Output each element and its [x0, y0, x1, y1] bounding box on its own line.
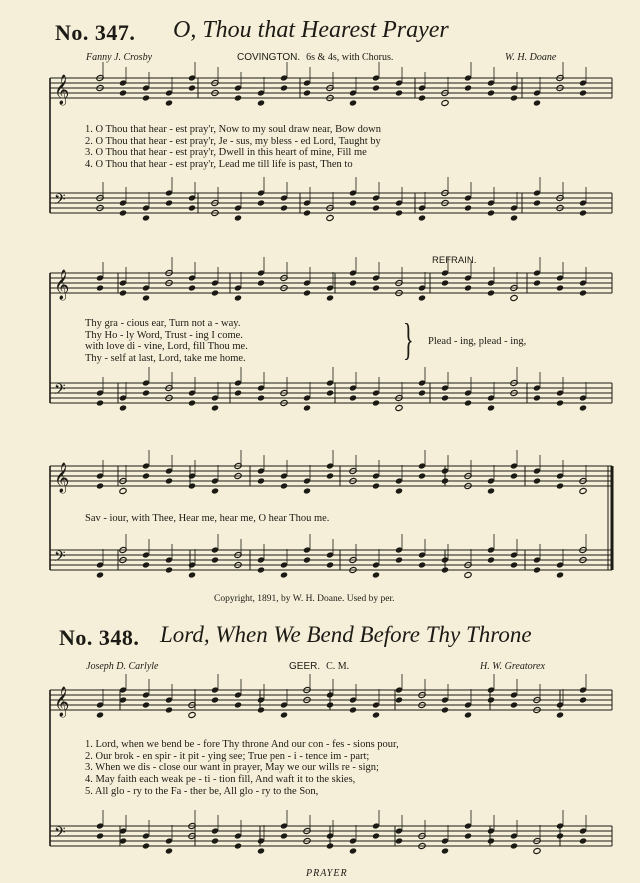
note-head — [303, 289, 311, 296]
note-head — [234, 701, 242, 708]
note-head — [96, 571, 104, 578]
note-head — [372, 482, 380, 489]
note-head — [303, 404, 311, 411]
note-head — [119, 404, 127, 411]
note-head — [96, 711, 104, 718]
note-head — [579, 404, 587, 411]
note-head — [464, 399, 472, 406]
note-head — [556, 284, 564, 291]
note-head — [510, 94, 518, 101]
note-head — [326, 389, 334, 396]
verse-line: Thy gra - cious ear, Turn not a - way. — [85, 318, 241, 329]
note-head — [372, 399, 380, 406]
note-head — [464, 284, 472, 291]
note-head — [142, 389, 150, 396]
note-head — [234, 294, 242, 301]
note-head — [418, 94, 426, 101]
note-head — [349, 847, 357, 854]
note-head — [441, 394, 449, 401]
note-head — [418, 472, 426, 479]
hymn-347-composer: W. H. Doane — [505, 52, 557, 63]
note-head — [211, 404, 219, 411]
note-head — [372, 571, 380, 578]
note-head — [280, 84, 288, 91]
note-head — [487, 487, 495, 494]
note-head — [257, 477, 265, 484]
note-head — [533, 99, 541, 106]
note-head — [349, 199, 357, 206]
note-head — [533, 279, 541, 286]
note-head — [487, 209, 495, 216]
note-head — [119, 209, 127, 216]
note-head — [556, 399, 564, 406]
verse-line: 1. Lord, when we bend be - fore Thy throne And our con - fes - sions pour, — [85, 739, 399, 750]
hymn-347-verses-2 — [85, 318, 248, 365]
note-head — [257, 99, 265, 106]
clef-glyph: 𝄢 — [54, 381, 66, 402]
note-head — [395, 696, 403, 703]
note-head — [234, 389, 242, 396]
note-head — [487, 556, 495, 563]
note-head — [257, 847, 265, 854]
note-head — [510, 842, 518, 849]
note-head — [119, 89, 127, 96]
note-head — [533, 566, 541, 573]
note-head — [372, 832, 380, 839]
note-head — [579, 209, 587, 216]
note-head — [349, 99, 357, 106]
note-head — [395, 837, 403, 844]
hymn-347-title: O, Thou that Hearest Prayer — [173, 17, 449, 43]
note-head — [464, 204, 472, 211]
note-head — [142, 214, 150, 221]
note-head — [119, 289, 127, 296]
verse-line: 3. When we dis - close our want in prayer, May we our wills re - sign; — [85, 762, 379, 774]
hymn-347-verses — [85, 124, 381, 171]
hymn-348-author: Joseph D. Carlyle — [86, 661, 159, 672]
note-head — [510, 472, 518, 479]
clef-glyph: 𝄢 — [54, 824, 66, 845]
note-head — [556, 571, 564, 578]
note-head — [395, 209, 403, 216]
note-head — [188, 84, 196, 91]
verse-line: with love di - vine, Lord, fill Thou me. — [85, 341, 248, 353]
note-head — [418, 214, 426, 221]
note-head — [257, 279, 265, 286]
note-head — [395, 487, 403, 494]
note-head — [326, 214, 334, 221]
hymn-348-verses — [85, 739, 399, 797]
hymn-347-number: No. 347. — [55, 20, 136, 45]
note-head — [280, 711, 288, 718]
note-head — [96, 399, 104, 406]
verse-line: 5. All glo - ry to the Fa - ther be, All glo - ry to the Son, — [85, 785, 319, 797]
note-head — [418, 294, 426, 301]
note-head — [510, 561, 518, 568]
tune-name: GEER. — [289, 661, 321, 672]
clef-glyph: 𝄢 — [54, 191, 66, 212]
note-head — [188, 711, 196, 718]
hymn-348-title: Lord, When We Bend Before Thy Throne — [160, 622, 532, 647]
note-head — [211, 289, 219, 296]
note-head — [326, 294, 334, 301]
note-head — [142, 561, 150, 568]
note-head — [464, 571, 472, 578]
note-head — [96, 284, 104, 291]
note-head — [257, 566, 265, 573]
note-head — [556, 832, 564, 839]
note-head — [441, 99, 449, 106]
note-head — [464, 711, 472, 718]
note-head — [165, 199, 173, 206]
note-head — [441, 847, 449, 854]
note-head — [395, 404, 403, 411]
note-head — [441, 566, 449, 573]
note-head — [326, 701, 334, 708]
note-head — [533, 394, 541, 401]
note-head — [487, 89, 495, 96]
note-head — [142, 472, 150, 479]
page-footer: PRAYER — [306, 868, 348, 879]
note-head — [372, 711, 380, 718]
verse-line: 2. O Thou that hear - est pray'r, Je - sus, my bless - ed Lord, Taught by — [85, 135, 381, 147]
clef-glyph: 𝄢 — [54, 548, 66, 569]
note-head — [372, 84, 380, 91]
note-head — [165, 99, 173, 106]
hymn-347-author: Fanny J. Crosby — [86, 52, 153, 63]
note-head — [188, 482, 196, 489]
note-head — [326, 472, 334, 479]
note-head — [533, 199, 541, 206]
note-head — [257, 394, 265, 401]
staff-lines — [50, 62, 612, 846]
note-head — [165, 706, 173, 713]
note-head — [441, 706, 449, 713]
note-heads — [96, 74, 587, 854]
clefs — [54, 74, 69, 845]
note-head — [211, 696, 219, 703]
refrain-line-2: Sav - iour, with Thee, Hear me, hear me, O hear Thou me. — [85, 513, 330, 524]
note-head — [188, 204, 196, 211]
hymn-348-tune — [289, 661, 349, 672]
note-head — [303, 209, 311, 216]
tune-name: COVINGTON. — [237, 52, 301, 63]
note-head — [188, 284, 196, 291]
verse-line: 4. May faith each weak pe - ti - tion fill, And waft it to the skies, — [85, 774, 356, 786]
note-head — [533, 477, 541, 484]
brace: } — [403, 315, 414, 364]
note-head — [464, 84, 472, 91]
clef-glyph: 𝄞 — [54, 75, 70, 105]
verse-line: Thy Ho - ly Word, Trust - ing I come. — [85, 329, 243, 341]
note-head — [418, 561, 426, 568]
note-head — [234, 842, 242, 849]
note-head — [119, 487, 127, 494]
clef-glyph: 𝄞 — [54, 270, 70, 300]
verse-line: 3. O Thou that hear - est pray'r, Dwell in this heart of mine, Fill me — [85, 147, 367, 159]
note-head — [211, 487, 219, 494]
note-head — [395, 89, 403, 96]
verse-line: 1. O Thou that hear - est pray'r, Now to my soul draw near, Bow down — [85, 124, 381, 135]
verse-line: 2. Our brok - en spir - it pit - ying see; True pen - i - tence im - part; — [85, 750, 370, 762]
verse-line: Thy - self at last, Lord, take me home. — [85, 353, 246, 365]
note-head — [395, 556, 403, 563]
note-head — [142, 842, 150, 849]
verse-line: 4. O Thou that hear - est pray'r, Lead me till life is past, Then to — [85, 159, 353, 171]
note-head — [280, 204, 288, 211]
hymn-347-tune — [237, 52, 393, 63]
refrain-label: REFRAIN. — [432, 255, 477, 266]
note-head — [579, 837, 587, 844]
clef-glyph: 𝄞 — [54, 463, 70, 493]
note-head — [372, 284, 380, 291]
note-head — [464, 832, 472, 839]
note-head — [510, 701, 518, 708]
copyright: Copyright, 1891, by W. H. Doane. Used by per. — [214, 594, 395, 604]
note-head — [487, 696, 495, 703]
note-head — [303, 487, 311, 494]
note-head — [257, 199, 265, 206]
hymn-348-composer: H. W. Greatorex — [480, 661, 545, 672]
note-head — [303, 556, 311, 563]
note-head — [349, 706, 357, 713]
note-head — [579, 289, 587, 296]
note-head — [142, 294, 150, 301]
note-head — [510, 294, 518, 301]
note-head — [349, 279, 357, 286]
note-head — [326, 561, 334, 568]
note-head — [142, 701, 150, 708]
note-head — [280, 482, 288, 489]
note-head — [165, 566, 173, 573]
note-head — [234, 94, 242, 101]
note-head — [579, 89, 587, 96]
note-head — [579, 487, 587, 494]
tune-meter: C. M. — [326, 661, 350, 672]
note-head — [349, 394, 357, 401]
note-head — [326, 842, 334, 849]
note-head — [142, 94, 150, 101]
note-head — [441, 279, 449, 286]
hymn-348-number: No. 348. — [59, 625, 140, 650]
note-head — [211, 556, 219, 563]
note-head — [556, 482, 564, 489]
note-head — [487, 289, 495, 296]
note-head — [372, 204, 380, 211]
note-head — [280, 571, 288, 578]
clef-glyph: 𝄞 — [54, 687, 70, 717]
note-head — [257, 706, 265, 713]
note-head — [303, 89, 311, 96]
note-head — [234, 214, 242, 221]
note-head — [165, 477, 173, 484]
note-head — [165, 847, 173, 854]
note-head — [533, 847, 541, 854]
note-head — [510, 214, 518, 221]
note-head — [556, 711, 564, 718]
tune-meter: 6s & 4s, with Chorus. — [306, 52, 394, 63]
note-head — [418, 389, 426, 396]
note-head — [96, 832, 104, 839]
note-head — [280, 832, 288, 839]
note-head — [441, 477, 449, 484]
note-head — [579, 696, 587, 703]
note-head — [188, 399, 196, 406]
note-head — [487, 837, 495, 844]
refrain-line-1: Plead - ing, plead - ing, — [428, 336, 527, 347]
note-head — [487, 404, 495, 411]
note-head — [211, 837, 219, 844]
note-head — [188, 571, 196, 578]
note-head — [96, 482, 104, 489]
